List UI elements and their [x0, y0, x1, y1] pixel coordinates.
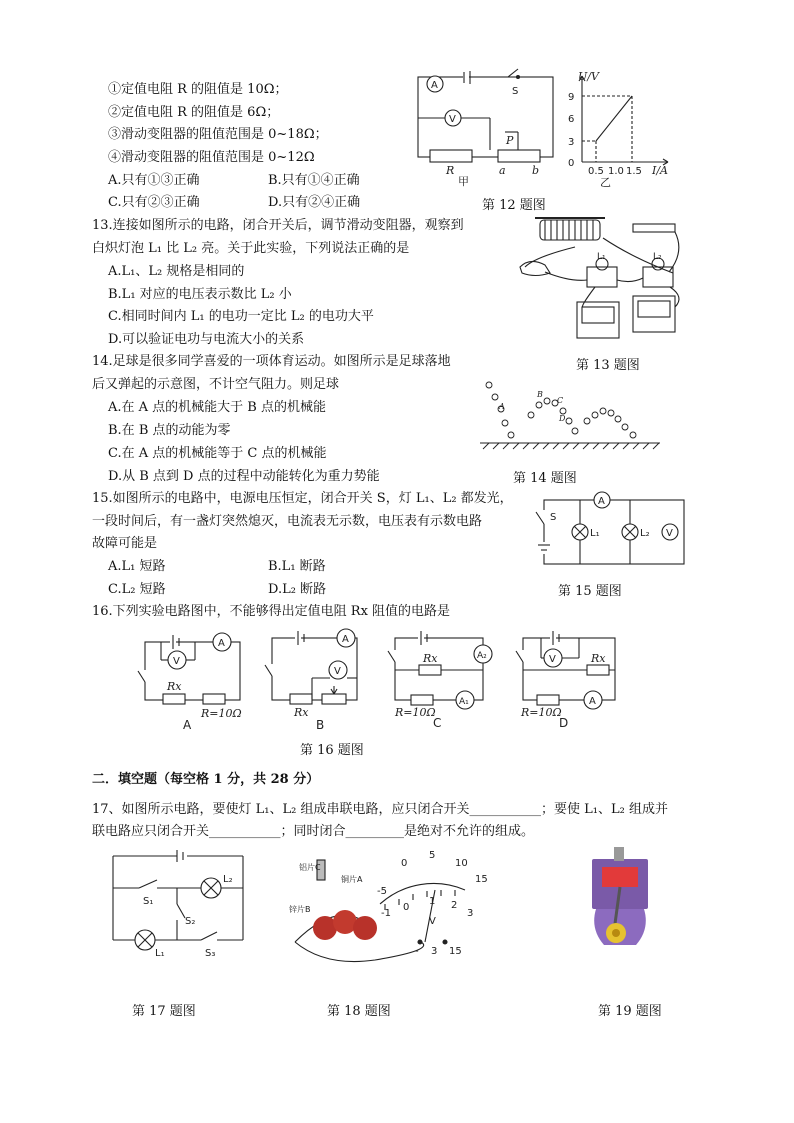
q12-graph-xlabel: I/A	[652, 164, 668, 177]
q15-choice-c: C.L₂ 短路	[108, 582, 166, 597]
q12-ytick-0: 0	[568, 158, 575, 169]
q17-caption: 第 17 题图	[132, 1004, 196, 1019]
q15-stem-line1: 15.如图所示的电路中，电源电压恒定，闭合开关 S，灯 L₁、L₂ 都发光，	[92, 491, 513, 506]
q12-xtick-05: 0.5	[588, 166, 604, 177]
q18-plate-c-label: 铝片C	[299, 863, 321, 872]
q16-circuit-b	[262, 630, 377, 732]
q12-xtick-10: 1.0	[608, 166, 624, 177]
q12-voltmeter-label: V	[449, 114, 456, 125]
q17-l1-label: L₁	[155, 948, 165, 959]
q14-caption: 第 14 题图	[513, 471, 577, 486]
q18-scale-bottom-3: 3	[467, 908, 474, 919]
q14-point-c: C	[557, 396, 564, 405]
q18-scale-bottom--1: -1	[381, 908, 391, 919]
q12-ytick-6: 6	[568, 114, 575, 125]
q12-graph-ylabel: U/V	[578, 70, 599, 83]
q19-caption: 第 19 题图	[598, 1004, 662, 1019]
q14-choice-a: A.在 A 点的机械能大于 B 点的机械能	[108, 400, 326, 415]
q13-apparatus-figure	[515, 212, 690, 347]
q16c-r-label: R=10Ω	[395, 706, 436, 719]
q18-caption: 第 18 题图	[327, 1004, 391, 1019]
q12-choice-c: C.只有②③正确	[108, 195, 200, 210]
q18-scale-top-0: 0	[401, 858, 408, 869]
q17-l2-label: L₂	[223, 874, 233, 885]
q14-stem-line2: 后又弹起的示意图，不计空气阻力。则足球	[92, 377, 340, 392]
q15-choice-b: B.L₁ 断路	[268, 559, 326, 574]
q12-xtick-15: 1.5	[626, 166, 642, 177]
q18-scale-bottom-2: 2	[451, 900, 458, 911]
q16a-rx-label: Rx	[167, 680, 182, 693]
q18-left-top: -5	[377, 886, 387, 897]
q12-choice-a: A.只有①③正确	[108, 173, 200, 188]
q12-circuit-diagram	[410, 72, 555, 187]
q14-choice-d: D.从 B 点到 D 点的过程中动能转化为重力势能	[108, 469, 380, 484]
q12-choice-b: B.只有①④正确	[268, 173, 360, 188]
q15-stem-line3: 故障可能是	[92, 536, 158, 551]
q12-ui-graph	[560, 68, 680, 189]
q17-line2: 联电路应只闭合开关___________；同时闭合_________是绝对不允许的组成。	[92, 824, 535, 839]
q13-choice-a: A.L₁、L₂ 规格是相同的	[108, 264, 245, 279]
q12-fig-label-yi: 乙	[600, 176, 611, 189]
q18-terminal-15: 15	[449, 946, 462, 957]
q16-circuit-a	[135, 630, 250, 732]
q16c-ammeter2-label: A₂	[477, 651, 487, 661]
q13-lamp1-label: L₁	[597, 252, 606, 262]
q16a-r-label: R=10Ω	[201, 707, 242, 720]
q16c-ammeter1-label: A₁	[459, 697, 469, 707]
q17-circuit-diagram	[105, 848, 250, 963]
q18-unit: V	[429, 916, 436, 927]
q16a-ammeter-label: A	[218, 638, 225, 649]
q12-resistor-label: R	[446, 164, 455, 177]
q17-s3-label: S₃	[205, 948, 216, 959]
q16d-ammeter-label: A	[589, 696, 596, 707]
q18-scale-top-10: 10	[455, 858, 468, 869]
q16a-letter: A	[183, 718, 192, 732]
q12-ytick-9: 9	[568, 92, 575, 103]
q12-fig-label-jia: 甲	[458, 175, 469, 188]
q18-plate-a-label: 铜片A	[341, 875, 363, 884]
q18-scale-bottom-0: 0	[403, 902, 410, 913]
q18-scale-top-5: 5	[429, 850, 436, 861]
q15-caption: 第 15 题图	[558, 584, 622, 599]
q16d-r-label: R=10Ω	[521, 706, 562, 719]
q12-end-b-label: b	[532, 164, 540, 177]
q17-line1: 17、如图所示电路，要使灯 L₁、L₂ 组成串联电路，应只闭合开关___________；要使 L₁、L₂ 组成并	[92, 802, 668, 817]
q18-plate-b-label: 锌片B	[289, 905, 311, 914]
q19-engine-figure	[580, 845, 660, 960]
q12-ammeter-label: A	[431, 80, 438, 91]
q12-option-2: ②定值电阻 R 的阻值是 6Ω；	[108, 105, 280, 120]
q12-slider-label: P	[506, 134, 514, 147]
q14-choice-b: B.在 B 点的动能为零	[108, 423, 231, 438]
q16d-letter: D	[559, 716, 569, 730]
q15-voltmeter-label: V	[666, 528, 673, 539]
q14-ball-bounce-figure	[475, 375, 675, 450]
q18-terminal-minus: -	[415, 946, 419, 957]
q15-l2-label: L₂	[640, 528, 650, 539]
q17-s1-label: S₁	[143, 896, 154, 907]
q16b-ammeter-label: A	[342, 634, 349, 645]
q15-choice-a: A.L₁ 短路	[108, 559, 166, 574]
q15-switch-label: S	[550, 512, 557, 523]
q12-caption: 第 12 题图	[482, 198, 546, 213]
q16-stem: 16.下列实验电路图中，不能够得出定值电阻 Rx 阻值的电路是	[92, 604, 451, 619]
q15-choice-d: D.L₂ 断路	[268, 582, 327, 597]
q16a-voltmeter-label: V	[173, 656, 180, 667]
q16b-voltmeter-label: V	[334, 666, 341, 677]
q15-ammeter-label: A	[598, 496, 605, 507]
q17-s2-label: S₂	[185, 916, 196, 927]
q12-ytick-3: 3	[568, 137, 575, 148]
q14-choice-c: C.在 A 点的机械能等于 C 点的机械能	[108, 446, 327, 461]
q12-option-3: ③滑动变阻器的阻值范围是 0~18Ω；	[108, 127, 328, 142]
q12-switch-label: S	[512, 86, 519, 97]
q12-end-a-label: a	[499, 164, 506, 177]
q14-point-b: B	[537, 390, 543, 399]
q16b-letter: B	[316, 718, 325, 732]
q18-scale-bottom-1: 1	[429, 896, 436, 907]
q16c-letter: C	[433, 716, 442, 730]
q12-option-1: ①定值电阻 R 的阻值是 10Ω；	[108, 82, 288, 97]
q16-circuit-d	[513, 630, 628, 730]
q18-fruit-battery-figure	[285, 842, 510, 972]
q15-circuit-diagram	[530, 490, 690, 570]
q16d-voltmeter-label: V	[549, 654, 556, 665]
q13-choice-b: B.L₁ 对应的电压表示数比 L₂ 小	[108, 287, 292, 302]
q18-terminal-3: 3	[431, 946, 438, 957]
q16-caption: 第 16 题图	[300, 743, 364, 758]
q13-stem-line1: 13.连接如图所示的电路，闭合开关后，调节滑动变阻器，观察到	[92, 218, 464, 233]
q14-stem-line1: 14.足球是很多同学喜爱的一项体育运动。如图所示是足球落地	[92, 354, 451, 369]
q16-circuit-c	[385, 630, 500, 730]
q13-choice-d: D.可以验证电功与电流大小的关系	[108, 332, 305, 347]
q14-point-a: A	[499, 402, 505, 411]
q13-lamp2-label: L₂	[653, 252, 662, 262]
q14-point-d: D	[559, 414, 566, 423]
q16b-rx-label: Rx	[294, 706, 309, 719]
q13-choice-c: C.相同时间内 L₁ 的电功一定比 L₂ 的电功大平	[108, 309, 374, 324]
fruit-group	[313, 910, 377, 940]
q15-stem-line2: 一段时间后，有一盏灯突然熄灭，电流表无示数，电压表有示数电路	[92, 514, 483, 529]
q16d-rx-label: Rx	[591, 652, 606, 665]
q13-caption: 第 13 题图	[576, 358, 640, 373]
q16c-rx-label: Rx	[423, 652, 438, 665]
section-2-title: 二．填空题（每空格 1 分，共 28 分）	[92, 772, 320, 787]
q15-l1-label: L₁	[590, 528, 600, 539]
q18-scale-top-15: 15	[475, 874, 488, 885]
q13-stem-line2: 白炽灯泡 L₁ 比 L₂ 亮。关于此实验，下列说法正确的是	[92, 241, 410, 256]
q12-choice-d: D.只有②④正确	[268, 195, 361, 210]
q12-option-4: ④滑动变阻器的阻值范围是 0~12Ω	[108, 150, 315, 165]
